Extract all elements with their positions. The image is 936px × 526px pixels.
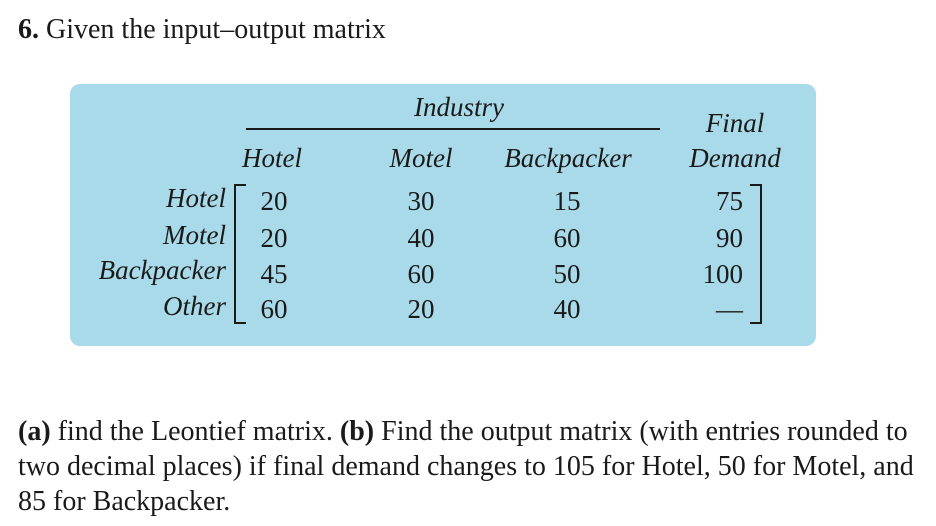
column-header-backpacker: Backpacker bbox=[504, 143, 632, 173]
matrix-cell: 20 bbox=[407, 294, 435, 324]
part-b-label: (b) bbox=[339, 416, 375, 447]
industry-header: Industry bbox=[414, 92, 504, 122]
matrix-cell: 40 bbox=[553, 294, 581, 324]
row-label-motel: Motel bbox=[163, 220, 226, 250]
matrix-cell: 60 bbox=[260, 294, 288, 324]
matrix-cell: 50 bbox=[553, 259, 581, 289]
matrix-cell: 100 bbox=[702, 259, 743, 289]
matrix-right-bracket bbox=[750, 184, 762, 324]
matrix-cell: 90 bbox=[716, 223, 743, 253]
part-b-text: Find the output matrix (with entries rounded to two decimal places) if final demand changes to 105 for Hotel, 50 for Motel, and 85 for Backpacker. bbox=[18, 416, 914, 517]
part-a-label: (a) bbox=[18, 416, 51, 447]
row-label-backpacker: Backpacker bbox=[98, 255, 226, 285]
column-header-hotel: Hotel bbox=[242, 143, 302, 173]
matrix-left-bracket bbox=[234, 184, 246, 324]
final-demand-header-line1: Final bbox=[705, 108, 765, 138]
problem-intro: Given the input–output matrix bbox=[46, 14, 386, 45]
matrix-cell: 45 bbox=[260, 259, 288, 289]
matrix-cell: 20 bbox=[260, 186, 288, 216]
final-demand-header-line2: Demand bbox=[689, 143, 781, 173]
matrix-cell: 40 bbox=[407, 223, 435, 253]
column-header-motel: Motel bbox=[389, 143, 453, 173]
matrix-cell: 20 bbox=[260, 223, 288, 253]
question-text bbox=[18, 414, 918, 519]
matrix-cell: 30 bbox=[407, 186, 435, 216]
matrix-cell: 60 bbox=[407, 259, 435, 289]
problem-heading bbox=[18, 14, 386, 46]
row-label-hotel: Hotel bbox=[166, 183, 226, 213]
problem-number: 6. bbox=[18, 14, 39, 45]
matrix-cell: 15 bbox=[553, 186, 581, 216]
matrix-cell-empty-dash: — bbox=[716, 294, 743, 324]
row-label-other: Other bbox=[163, 291, 226, 321]
part-a-text: find the Leontief matrix. bbox=[50, 416, 340, 447]
matrix-panel bbox=[70, 84, 816, 346]
matrix-cell: 60 bbox=[553, 223, 581, 253]
matrix-cell: 75 bbox=[716, 186, 743, 216]
industry-rule bbox=[246, 128, 660, 130]
